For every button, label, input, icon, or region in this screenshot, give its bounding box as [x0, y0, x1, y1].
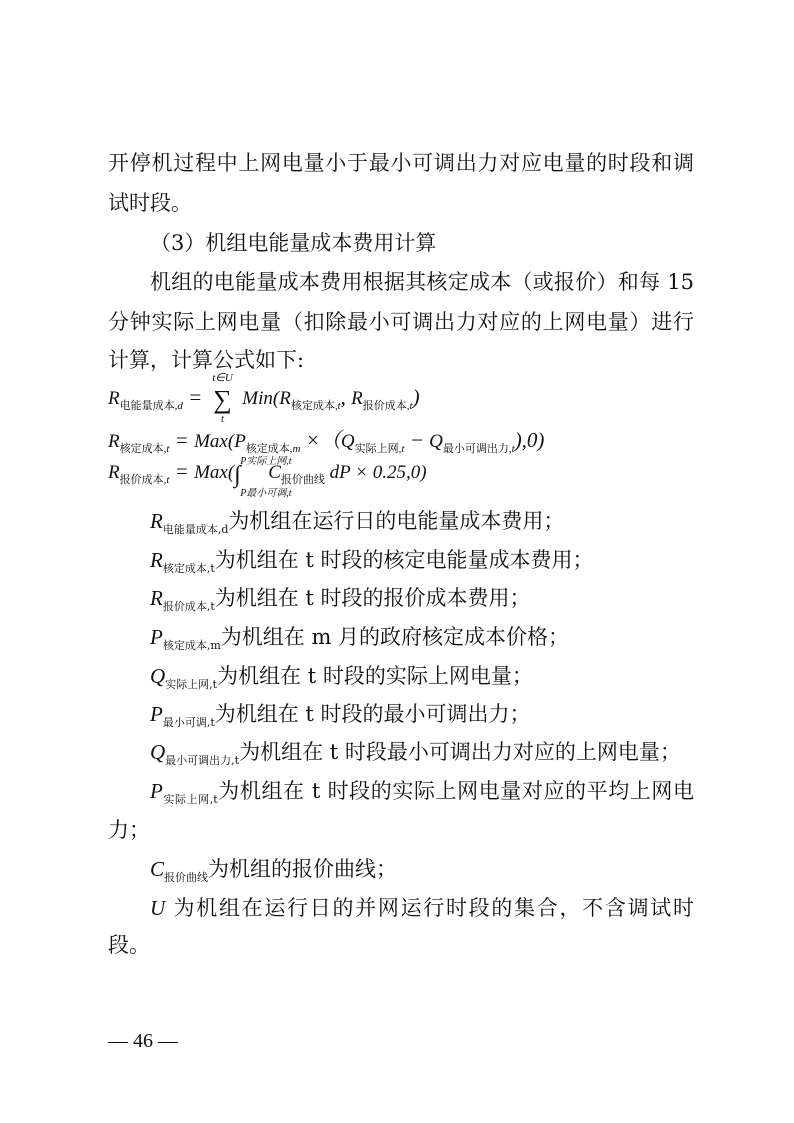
formula-subscript: 电能量成本	[119, 399, 175, 412]
definition-text: 为机组的报价曲线；	[208, 857, 398, 881]
formula-index: ,t	[334, 400, 341, 412]
paragraph-line: 分钟实际上网电量（扣除最小可调出力对应的上网电量）进行	[108, 310, 694, 334]
formula-close: ),0)	[514, 428, 545, 452]
formula-index: ,t	[163, 474, 170, 486]
formula-index: ,t	[406, 400, 413, 412]
formula-function: Max(	[194, 462, 235, 483]
definition-symbol: P	[150, 702, 163, 726]
integral-upper: P实际上网,t	[240, 456, 292, 467]
formula-symbol: Q	[429, 431, 443, 452]
definition-symbol: C	[150, 857, 165, 881]
definition-line	[150, 584, 736, 621]
summation	[208, 372, 238, 425]
definition-text: 为机组在 t 时段的最小可调出力；	[214, 702, 531, 726]
paragraph-line: 机组的电能量成本费用根据其核定成本（或报价）和每 15	[150, 270, 694, 294]
formula-operator: =	[182, 385, 208, 409]
formula-operator: =	[169, 459, 195, 483]
formula-tail: dP × 0.25,0)	[324, 462, 427, 483]
definition-text: 为机组在运行日的电能量成本费用；	[228, 509, 565, 533]
integral	[234, 456, 292, 499]
definition-line	[150, 855, 736, 892]
formula-symbol: Q	[340, 431, 355, 452]
definition-line	[150, 894, 694, 922]
formula-subscript: 报价成本	[119, 473, 164, 486]
formula-operator: −	[404, 428, 430, 452]
definition-line	[150, 546, 736, 583]
definition-text: 段。	[108, 933, 150, 957]
formula-symbol: R	[108, 462, 120, 483]
formula-subscript: 核定成本	[119, 442, 164, 455]
definition-subscript: 电能量成本,d	[162, 523, 229, 536]
formula-index: ,t	[508, 443, 515, 455]
definition-line	[150, 777, 694, 814]
paragraph-line: 试时段。	[108, 191, 192, 215]
definition-subscript: 实际上网,t	[165, 678, 218, 691]
definition-subscript: 核定成本,t	[162, 562, 215, 575]
formula-symbol: R	[279, 388, 291, 409]
definition-text: 为机组在 t 时段的实际上网电量对应的平均上网电	[217, 779, 694, 803]
paragraph-line: 计算，计算公式如下:	[108, 348, 305, 372]
definition-line	[150, 662, 736, 699]
formula-operator: =	[169, 428, 195, 452]
formula-subscript: 核定成本	[290, 399, 335, 412]
definition-symbol: Q	[150, 740, 166, 764]
definition-line	[108, 931, 694, 959]
formula-close: )	[412, 385, 420, 409]
definition-text: 为机组在 t 时段的核定电能量成本费用；	[214, 548, 594, 572]
definition-subscript: 核定成本,m	[162, 639, 221, 652]
formula-symbol: P	[234, 431, 246, 452]
sum-sign: ∑	[213, 385, 232, 414]
sum-lower: t	[221, 413, 225, 425]
definition-text: 为机组在 t 时段的实际上网电量；	[217, 664, 533, 688]
formula-subscript: 报价曲线	[280, 473, 325, 486]
definition-subscript: 最小可调出力,t	[165, 754, 240, 767]
definition-line	[150, 623, 736, 660]
definition-line	[150, 738, 736, 775]
sum-upper: t∈U	[212, 372, 233, 384]
definition-symbol: R	[150, 548, 163, 572]
formula-function: Min(	[242, 388, 280, 409]
integral-lower: P最小可调,t	[240, 488, 292, 499]
formula-function: Max(	[194, 431, 235, 452]
formula-subscript: 报价成本	[362, 399, 407, 412]
formula-index: ,t	[163, 443, 170, 455]
formula-index: ,t	[398, 443, 405, 455]
definition-text: 为机组在运行日的并网运行时段的集合，不含调试时	[165, 896, 694, 920]
formula-separator: ,	[340, 385, 352, 409]
formula-subscript: 实际上网	[354, 442, 399, 455]
definition-subscript: 实际上网,t	[162, 793, 218, 806]
formula-symbol: R	[108, 388, 120, 409]
page-number: — 46 —	[108, 1030, 178, 1052]
formula-index: ,m	[289, 443, 301, 455]
definition-subscript: 报价曲线	[164, 871, 209, 884]
definition-line	[150, 507, 736, 544]
formula-symbol: R	[351, 388, 363, 409]
formula-operator: ×（	[300, 428, 341, 452]
formula-subscript: 核定成本	[245, 442, 290, 455]
formula-approved-cost	[108, 424, 544, 456]
definition-symbol: R	[150, 586, 163, 610]
definition-text: 为机组在 m 月的政府核定成本价格；	[220, 625, 570, 649]
definition-symbol: U	[150, 896, 166, 920]
definition-subscript: 报价成本,t	[162, 600, 215, 613]
definition-symbol: P	[150, 779, 163, 803]
section-heading: （3）机组电能量成本费用计算	[150, 231, 437, 255]
definition-symbol: Q	[150, 664, 166, 688]
definition-text: 为机组在 t 时段最小可调出力对应的上网电量；	[239, 740, 681, 764]
formula-energy-cost	[108, 372, 420, 425]
paragraph-line: 开停机过程中上网电量小于最小可调出力对应电量的时段和调	[108, 151, 694, 175]
formula-index: ,d	[174, 400, 183, 412]
definition-line	[108, 816, 694, 844]
definition-line	[150, 700, 736, 737]
formula-symbol: R	[108, 431, 120, 452]
formula-subscript: 最小可调出力	[442, 442, 509, 455]
definition-symbol: R	[150, 509, 163, 533]
definition-subscript: 最小可调,t	[162, 716, 215, 729]
definition-symbol: P	[150, 625, 163, 649]
integral-sign: ∫	[234, 462, 241, 488]
formula-bid-cost	[108, 456, 427, 499]
definition-text: 为机组在 t 时段的报价成本费用；	[214, 586, 531, 610]
definition-text: 力；	[108, 818, 150, 842]
formula-symbol: C	[268, 462, 281, 483]
